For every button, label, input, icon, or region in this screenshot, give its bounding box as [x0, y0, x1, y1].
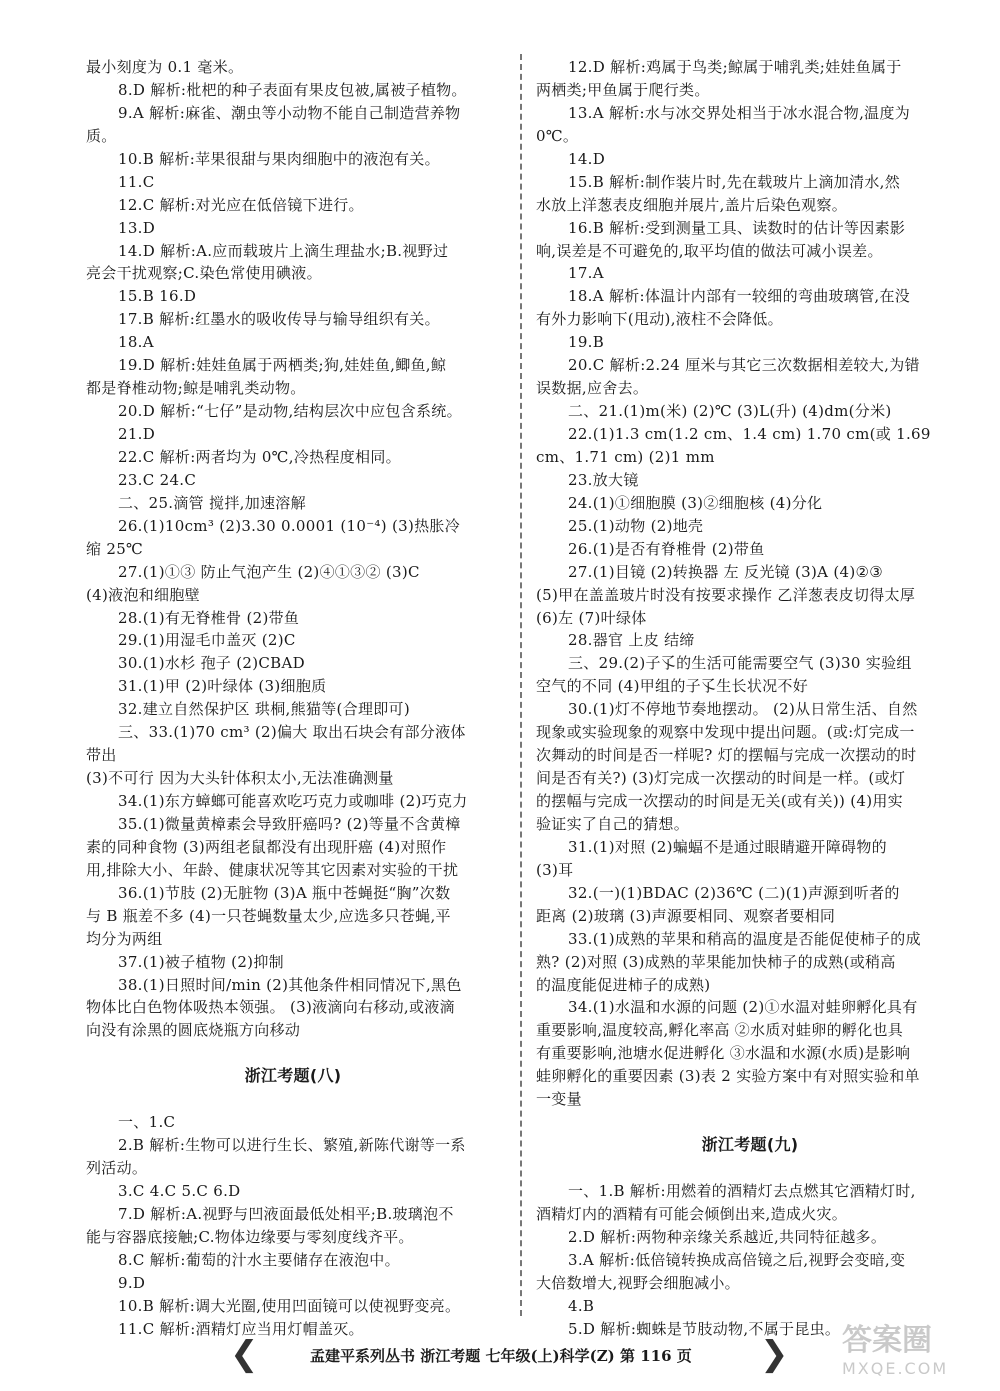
left-column — [86, 56, 500, 1341]
text-line — [86, 1042, 500, 1065]
text-line — [536, 1111, 964, 1134]
text-line: 二、21.(1)m(米) (2)℃ (3)L(升) (4)dm(分米) — [568, 402, 892, 421]
watermark-site: MXQE.COM — [842, 1359, 949, 1378]
text-line: 距离 (2)玻璃 (3)声源要相同、观察者要相同 — [536, 906, 836, 925]
text-line: 12.D 解析:鸡属于鸟类;鲸属于哺乳类;娃娃鱼属于 — [568, 58, 902, 76]
text-line: 28.器官 上皮 结缔 — [568, 631, 695, 650]
text-line: 响,误差是不可避免的,取平均值的做法可减小误差。 — [536, 241, 883, 260]
text-line: 31.(1)甲 (2)叶绿体 (3)细胞质 — [118, 677, 327, 696]
text-line: 列活动。 — [86, 1159, 148, 1177]
text-line: 19.B — [568, 333, 605, 352]
text-line: 14.D — [568, 149, 606, 168]
text-line: 有外力影响下(甩动),液柱不会降低。 — [536, 310, 783, 329]
text-line: 17.A — [568, 264, 604, 283]
text-line: 25.(1)动物 (2)地壳 — [568, 516, 704, 535]
text-line: 空气的不同 (4)甲组的子孓生长状况不好 — [536, 677, 809, 696]
text-line: (3)耳 — [536, 860, 574, 879]
text-line: 二、25.滴管 搅拌,加速溶解 — [118, 493, 306, 512]
footer-text: 孟建平系列丛书 浙江考题 七年级(上)科学(Z) 第 116 页 — [310, 1347, 692, 1365]
text-line: 32.建立自然保护区 珙桐,熊猫等(合理即可) — [118, 700, 410, 719]
text-line: 均分为两组 — [86, 929, 163, 948]
text-line: 一变量 — [536, 1090, 582, 1109]
text-line: 35.(1)微量黄樟素会导致肝癌吗? (2)等量不含黄樟 — [118, 814, 461, 833]
text-line: 2.B 解析:生物可以进行生长、繁殖,新陈代谢等一系 — [118, 1136, 466, 1155]
text-line: 21.D — [118, 425, 156, 443]
text-line: 15.B 16.D — [118, 287, 197, 306]
text-line: 19.D 解析:娃娃鱼属于两栖类;狗,娃娃鱼,鲫鱼,鲸 — [118, 356, 447, 375]
text-line: 的摆幅与完成一次摆动的时间是无关(或有关)) (4)用实 — [536, 792, 903, 810]
text-line: 16.B 解析:受到测量工具、读数时的估计等因素影 — [568, 218, 906, 237]
text-line: 一、1.C — [118, 1113, 176, 1132]
text-line: 27.(1)目镜 (2)转换器 左 反光镜 (3)A (4)②③ — [568, 562, 884, 581]
text-line: 3.A 解析:低倍镜转换成高倍镜之后,视野会变暗,变 — [568, 1250, 906, 1269]
text-line: 都是脊椎动物;鲸是哺乳类动物。 — [86, 379, 306, 398]
column-divider — [520, 54, 522, 1316]
text-line: 13.D — [118, 218, 156, 237]
text-line: 8.D 解析:枇杷的种子表面有果皮包被,属被子植物。 — [118, 80, 467, 99]
text-line: 24.(1)①细胞膜 (3)②细胞核 (4)分化 — [568, 493, 823, 512]
watermark-title: 答案圈 — [842, 1323, 932, 1358]
text-line: 7.D 解析:A.视野与凹液面最低处相平;B.玻璃泡不 — [118, 1204, 454, 1223]
text-line: 素的同种食物 (3)两组老鼠都没有出现肝癌 (4)对照作 — [86, 837, 447, 856]
text-line: 缩 25℃ — [86, 539, 144, 558]
text-line: 26.(1)是否有脊椎骨 (2)带鱼 — [568, 539, 765, 558]
text-line: 8.C 解析:葡萄的汁水主要储存在液泡中。 — [118, 1250, 400, 1269]
text-line: 9.A 解析:麻雀、潮虫等小动物不能自己制造营养物 — [118, 103, 461, 122]
text-line: 12.C 解析:对光应在低倍镜下进行。 — [118, 195, 364, 214]
text-line: 有重要影响,池塘水促进孵化 ③水温和水源(水质)是影响 — [536, 1044, 911, 1063]
text-line: 一、1.B 解析:用燃着的酒精灯去点燃其它酒精灯时, — [568, 1181, 916, 1200]
text-line: 5.D 解析:蜘蛛是节肢动物,不属于昆虫。 — [568, 1319, 841, 1338]
text-line: 熟? (2)对照 (3)成熟的苹果能加快柿子的成熟(或稍高 — [536, 952, 896, 971]
text-line: 29.(1)用湿毛巾盖灭 (2)C — [118, 631, 296, 650]
text-line: 30.(1)水杉 孢子 (2)CBAD — [118, 654, 305, 673]
text-line: 13.A 解析:水与冰交界处相当于冰水混合物,温度为 — [568, 103, 911, 122]
text-line: 向没有涂黑的圆底烧瓶方向移动 — [86, 1021, 301, 1040]
text-line: 36.(1)节肢 (2)无脏物 (3)A 瓶中苍蝇挺“胸”次数 — [118, 883, 451, 902]
text-line: 酒精灯内的酒精有可能会倾倒出来,造成火灾。 — [536, 1204, 848, 1223]
text-line: 误数据,应舍去。 — [536, 379, 649, 398]
text-line: 蛙卵孵化的重要因素 (3)表 2 实验方案中有对照实验和单 — [536, 1067, 920, 1086]
text-line: 验证实了自己的猜想。 — [536, 814, 690, 833]
text-line: 23.放大镜 — [568, 470, 639, 489]
text-line: 20.C 解析:2.24 厘米与其它三次数据相差较大,为错 — [568, 356, 920, 375]
text-line: 37.(1)被子植物 (2)抑制 — [118, 952, 284, 971]
text-line: 3.C 4.C 5.C 6.D — [118, 1181, 241, 1200]
text-line: 14.D 解析:A.应而载玻片上滴生理盐水;B.视野过 — [118, 241, 449, 260]
text-line: 34.(1)水温和水源的问题 (2)①水温对蛙卵孵化具有 — [568, 998, 918, 1017]
text-line: 的温度能促进柿子的成熟) — [536, 975, 711, 994]
text-line: 33.(1)成熟的苹果和稍高的温度是否能促使柿子的成 — [568, 929, 921, 948]
text-line: (5)甲在盖盖玻片时没有按要求操作 乙洋葱表皮切得太厚 — [536, 585, 916, 604]
text-line: (6)左 (7)叶绿体 — [536, 608, 647, 627]
text-line: 17.B 解析:红墨水的吸收传导与输导组织有关。 — [118, 310, 440, 329]
text-line: cm、1.71 cm) (2)1 mm — [536, 447, 715, 466]
section-heading: 浙江考题(八) — [244, 1066, 342, 1086]
text-line: 9.D — [118, 1273, 146, 1292]
text-line: 38.(1)日照时间/min (2)其他条件相同情况下,黑色 — [118, 975, 462, 994]
text-line: 4.B — [568, 1296, 595, 1315]
text-line: 31.(1)对照 (2)蝙蝠不是通过眼睛避开障碍物的 — [568, 837, 887, 856]
text-line: 带出 — [86, 746, 117, 765]
text-line: 最小刻度为 0.1 毫米。 — [86, 58, 244, 76]
text-line: 22.(1)1.3 cm(1.2 cm、1.4 cm) 1.70 cm(或 1.69 — [568, 425, 931, 443]
text-line: 三、29.(2)子孓的生活可能需要空气 (3)30 实验组 — [568, 654, 912, 673]
text-line: 两栖类;甲鱼属于爬行类。 — [536, 80, 710, 99]
text-line: 2.D 解析:两物种亲缘关系越近,共同特征越多。 — [568, 1227, 887, 1246]
text-line: 10.B 解析:调大光圈,使用凹面镜可以使视野变亮。 — [118, 1296, 461, 1315]
text-line: 34.(1)东方蟑螂可能喜欢吃巧克力或咖啡 (2)巧克力 — [118, 792, 468, 810]
text-line — [86, 1088, 500, 1111]
text-line: 11.C — [118, 172, 155, 191]
page-footer — [230, 1334, 790, 1374]
text-line: 23.C 24.C — [118, 470, 197, 489]
text-line: 物体比白色物体吸热本领强。 (3)液滴向右移动,或液滴 — [86, 998, 455, 1017]
section-heading: 浙江考题(九) — [701, 1135, 799, 1155]
text-line: 10.B 解析:苹果很甜与果肉细胞中的液泡有关。 — [118, 149, 440, 168]
text-line: 20.D 解析:“七仔”是动物,结构层次中应包含系统。 — [118, 402, 462, 421]
text-line: 15.B 解析:制作装片时,先在载玻片上滴加清水,然 — [568, 172, 901, 191]
text-line: 22.C 解析:两者均为 0℃,冷热程度相同。 — [118, 447, 401, 466]
chevron-right-icon: ❯ — [760, 1334, 789, 1374]
text-line: 30.(1)灯不停地节奏地摆动。 (2)从日常生活、自然 — [568, 700, 918, 719]
text-line: 三、33.(1)70 cm³ (2)偏大 取出石块会有部分液体 — [118, 723, 466, 742]
text-line: 18.A 解析:体温计内部有一较细的弯曲玻璃管,在没 — [568, 287, 911, 306]
text-line — [536, 1157, 964, 1180]
text-line: 质。 — [86, 126, 117, 145]
watermark — [842, 1315, 982, 1378]
text-line: 水放上洋葱表皮细胞并展片,盖片后染色观察。 — [536, 195, 848, 214]
text-line: 次舞动的时间是否一样呢? 灯的摆幅与完成一次摆动的时 — [536, 746, 917, 765]
text-line: 大倍数增大,视野会细胞减小。 — [536, 1273, 740, 1292]
text-line: 11.C 解析:酒精灯应当用灯帽盖灭。 — [118, 1319, 364, 1338]
text-line: 现象或实验现象的观察中发现中提出问题。(或:灯完成一 — [536, 723, 915, 742]
text-line: (4)液泡和细胞壁 — [86, 585, 200, 604]
text-line: 用,排除大小、年龄、健康状况等其它因素对实验的干扰 — [86, 860, 459, 879]
text-line: 28.(1)有无脊椎骨 (2)带鱼 — [118, 608, 300, 627]
right-column — [536, 56, 964, 1341]
text-line: 能与容器底接触;C.物体边缘要与零刻度线齐平。 — [86, 1227, 414, 1246]
text-line: 18.A — [118, 333, 154, 352]
chevron-left-icon: ❮ — [230, 1334, 259, 1374]
text-line: 重要影响,温度较高,孵化率高 ②水质对蛙卵的孵化也具 — [536, 1021, 904, 1040]
text-line: 亮会干扰观察;C.染色常使用碘液。 — [86, 264, 322, 283]
text-line: 间是否有关?) (3)灯完成一次摆动的时间是一样。(或灯 — [536, 769, 906, 788]
text-line: 32.(一)(1)BDAC (2)36℃ (二)(1)声源到听者的 — [568, 883, 900, 902]
text-line: (3)不可行 因为大头针体积太小,无法准确测量 — [86, 769, 394, 788]
text-line: 与 B 瓶差不多 (4)一只苍蝇数量太少,应选多只苍蝇,平 — [86, 906, 451, 925]
text-line: 27.(1)①③ 防止气泡产生 (2)④①③② (3)C — [118, 562, 420, 581]
text-line: 0℃。 — [536, 126, 579, 145]
text-line: 26.(1)10cm³ (2)3.30 0.0001 (10⁻⁴) (3)热胀冷 — [118, 516, 460, 535]
